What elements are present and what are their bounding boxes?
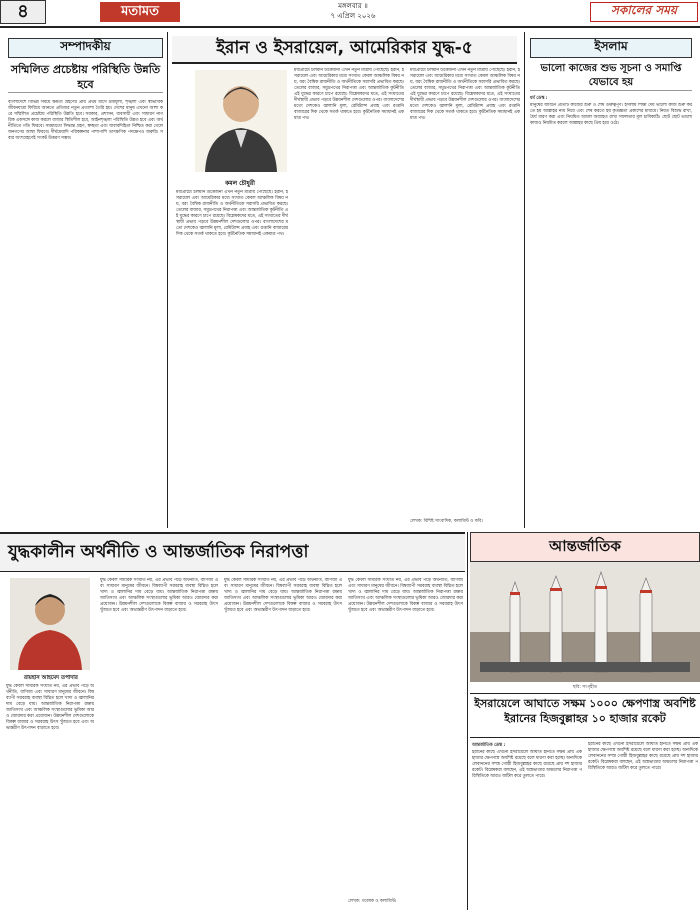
war-headline: যুদ্ধকালীন অর্থনীতি ও আন্তর্জাতিক নিরাপত্তা bbox=[0, 532, 465, 572]
date: ৭ এপ্রিল ২০২৬ bbox=[330, 12, 376, 20]
column-rule bbox=[524, 32, 525, 528]
main-body-col2: মধ্যপ্রাচ্যে চলমান উত্তেজনা এখন নতুন মাত্রায় পৌঁছেছে। ইরান, ইসরায়েল এবং আমেরিকার মধ্যে সংঘাত কেবল আঞ্চলিক বিষয় নয়, বরং বৈশ্বিক রাজনীতি ও অর্থনীতিকে সরাসরি প্রভাবিত করছে। তেলের বাজার, সমুদ্রপথের নিরাপত্তা এবং আন্তর্জাতিক কূটনীতি এই যুদ্ধের কারণে চাপে রয়েছে। বিশ্লেষকদের মতে, এই সংঘাতের দীর্ঘস্থায়ী প্রভাব পড়বে উন্নয়নশীল দেশগুলোর ওপর। বাংলাদেশের মতো দেশকেও জ্বালানি মূল্য, রেমিট্যান্স প্রবাহ এবং রপ্তানি বাজারের দিক থেকে সতর্ক থাকতে হবে। কূটনৈতিক সমাধানই একমাত্র পথ। bbox=[294, 68, 404, 121]
main-footer: লেখক: বিশিষ্ট সাংবাদিক, কলামিস্ট ও কবি। bbox=[410, 519, 483, 524]
photo-caption: ছবি: সংগৃহীত bbox=[572, 685, 598, 690]
page-number: ৪ bbox=[0, 0, 46, 24]
masthead-rule bbox=[0, 26, 700, 28]
international-kicker: আন্তর্জাতিক ডেস্ক : bbox=[472, 743, 506, 748]
dateline bbox=[278, 1, 428, 21]
war-footer: লেখক: গবেষক ও কলামিস্ট। bbox=[348, 899, 397, 904]
missile-photo bbox=[470, 562, 700, 682]
column-rule bbox=[167, 32, 168, 528]
war-body-col2: যুদ্ধ কেবল সামরিক সংঘাত নয়, এর প্রভাব পড়ে অর্থনীতি, বাণিজ্য এবং সাধারণ মানুষের জীবনে। বিশ্বব্যাপী সরবরাহ ব্যবস্থা বিঘ্নিত হলে খাদ্য ও জ্বালানির দাম বেড়ে যায়। আন্তর্জাতিক নিরাপত্তা রক্ষায় জাতিসংঘ এবং আঞ্চলিক সংস্থাগুলোর ভূমিকা আরও জোরদার করা প্রয়োজন। উন্নয়নশীল দেশগুলোকে বিকল্প বাজার ও সরবরাহ উৎস খুঁজতে হবে এবং অভ্যন্তরীণ উৎপাদন বাড়াতে হবে। bbox=[100, 578, 218, 613]
main-body-col1: মধ্যপ্রাচ্যে চলমান উত্তেজনা এখন নতুন মাত্রায় পৌঁছেছে। ইরান, ইসরায়েল এবং আমেরিকার মধ্যে সংঘাত কেবল আঞ্চলিক বিষয় নয়, বরং বৈশ্বিক রাজনীতি ও অর্থনীতিকে সরাসরি প্রভাবিত করছে। তেলের বাজার, সমুদ্রপথের নিরাপত্তা এবং আন্তর্জাতিক কূটনীতি এই যুদ্ধের কারণে চাপে রয়েছে। বিশ্লেষকদের মতে, এই সংঘাতের দীর্ঘস্থায়ী প্রভাব পড়বে উন্নয়নশীল দেশগুলোর ওপর। বাংলাদেশের মতো দেশকেও জ্বালানি মূল্য, রেমিট্যান্স প্রবাহ এবং রপ্তানি বাজারের দিক থেকে সতর্ক থাকতে হবে। কূটনৈতিক সমাধানই একমাত্র পথ। bbox=[176, 190, 288, 237]
editorial-body: বাংলাদেশে বিভিন্ন সময়ে ক্ষমতা গ্রহণের প্রায় প্রথম মাসে দ্রব্যমূল্য, শৃঙ্খলা এবং স্বাভাবিক জীবনযাত্রা ফিরিয়ে আনতে প্রতিবার নতুন প্রত্যাশা তৈরি হয়। দেশের মানুষ এখনো আশা করে সম্মিলিত প্রচেষ্টায় পরিস্থিতি উন্নতি হবে। সরকার, প্রশাসন, ব্যবসায়ী এবং সাধারণ নাগরিক একসঙ্গে কাজ করলে বাজার স্থিতিশীল হবে, আইনশৃঙ্খলা পরিস্থিতি উন্নত হবে এবং অর্থনীতিতে গতি ফিরবে। সময়মতো সিদ্ধান্ত গ্রহণ, স্বচ্ছতা এবং জবাবদিহিতা নিশ্চিত করা গেলে জনগণের আস্থা ফিরবে। দীর্ঘমেয়াদি পরিকল্পনার পাশাপাশি তাৎক্ষণিক পদক্ষেপও জরুরি। সবার অংশগ্রহণেই সংকট উত্তরণ সম্ভব। bbox=[8, 100, 163, 141]
main-author: কমল চৌধুরী bbox=[225, 180, 255, 187]
weekday: মঙ্গলবার ॥ bbox=[338, 2, 368, 10]
author-photo bbox=[10, 578, 90, 670]
section-tag: মতামত bbox=[100, 2, 180, 22]
islam-body: মানুষের জীবনে প্রতিটি কাজের শুরু ও শেষ গুরুত্বপূর্ণ। ইসলাম শিক্ষা দেয় ভালো কাজ শুরু করতে হয় আল্লাহর নাম নিয়ে এবং শেষ করতে হয় কৃতজ্ঞতা প্রকাশের মাধ্যমে। নিয়ত বিশুদ্ধ রাখা, ধৈর্য ধারণ করা এবং নিয়মিত আমল অব্যাহত রাখা সফলতার মূল চাবিকাঠি। ছোট ছোট ভালো কাজও নিয়মিত করলে আল্লাহর কাছে প্রিয় হয়ে ওঠে। bbox=[530, 103, 692, 126]
islam-title: ভালো কাজের শুভ সূচনা ও সমাপ্তি যেভাবে হয় bbox=[530, 62, 692, 91]
international-body-col2: ইরানের কাছে এখনো ইসরায়েলে আঘাত হানতে সক্ষম প্রায় এক হাজার ক্ষেপণাস্ত্র অবশিষ্ট রয়েছে বলে ধারণা করা হচ্ছে। অন্যদিকে লেবাননের সশস্ত্র গোষ্ঠী হিজবুল্লাহর কাছে রয়েছে প্রায় দশ হাজার রকেট। বিশ্লেষকরা বলছেন, এই অস্ত্রভাণ্ডার অঞ্চলের নিরাপত্তা পরিস্থিতিকে আরও জটিল করে তুলতে পারে। bbox=[588, 742, 698, 771]
islam-kicker: ধর্ম ডেস্ক : bbox=[530, 96, 548, 101]
column-rule bbox=[467, 532, 468, 910]
international-heading: আন্তর্জাতিক bbox=[470, 532, 700, 562]
international-body-col1: ইরানের কাছে এখনো ইসরায়েলে আঘাত হানতে সক্ষম প্রায় এক হাজার ক্ষেপণাস্ত্র অবশিষ্ট রয়েছে বলে ধারণা করা হচ্ছে। অন্যদিকে লেবাননের সশস্ত্র গোষ্ঠী হিজবুল্লাহর কাছে রয়েছে প্রায় দশ হাজার রকেট। বিশ্লেষকরা বলছেন, এই অস্ত্রভাণ্ডার অঞ্চলের নিরাপত্তা পরিস্থিতিকে আরও জটিল করে তুলতে পারে। bbox=[472, 750, 582, 779]
islam-heading: ইসলাম bbox=[530, 38, 692, 58]
war-body-col4: যুদ্ধ কেবল সামরিক সংঘাত নয়, এর প্রভাব পড়ে অর্থনীতি, বাণিজ্য এবং সাধারণ মানুষের জীবনে। বিশ্বব্যাপী সরবরাহ ব্যবস্থা বিঘ্নিত হলে খাদ্য ও জ্বালানির দাম বেড়ে যায়। আন্তর্জাতিক নিরাপত্তা রক্ষায় জাতিসংঘ এবং আঞ্চলিক সংস্থাগুলোর ভূমিকা আরও জোরদার করা প্রয়োজন। উন্নয়নশীল দেশগুলোকে বিকল্প বাজার ও সরবরাহ উৎস খুঁজতে হবে এবং অভ্যন্তরীণ উৎপাদন বাড়াতে হবে। bbox=[348, 578, 463, 613]
war-body-col3: যুদ্ধ কেবল সামরিক সংঘাত নয়, এর প্রভাব পড়ে অর্থনীতি, বাণিজ্য এবং সাধারণ মানুষের জীবনে। বিশ্বব্যাপী সরবরাহ ব্যবস্থা বিঘ্নিত হলে খাদ্য ও জ্বালানির দাম বেড়ে যায়। আন্তর্জাতিক নিরাপত্তা রক্ষায় জাতিসংঘ এবং আঞ্চলিক সংস্থাগুলোর ভূমিকা আরও জোরদার করা প্রয়োজন। উন্নয়নশীল দেশগুলোকে বিকল্প বাজার ও সরবরাহ উৎস খুঁজতে হবে এবং অভ্যন্তরীণ উৎপাদন বাড়াতে হবে। bbox=[224, 578, 342, 613]
international-title: ইসরায়েলে আঘাতে সক্ষম ১০০০ ক্ষেপণাস্ত্র অবশিষ্ট ইরানের হিজবুল্লাহর ১০ হাজার রকেট bbox=[470, 693, 700, 738]
main-body-col3: মধ্যপ্রাচ্যে চলমান উত্তেজনা এখন নতুন মাত্রায় পৌঁছেছে। ইরান, ইসরায়েল এবং আমেরিকার মধ্যে সংঘাত কেবল আঞ্চলিক বিষয় নয়, বরং বৈশ্বিক রাজনীতি ও অর্থনীতিকে সরাসরি প্রভাবিত করছে। তেলের বাজার, সমুদ্রপথের নিরাপত্তা এবং আন্তর্জাতিক কূটনীতি এই যুদ্ধের কারণে চাপে রয়েছে। বিশ্লেষকদের মতে, এই সংঘাতের দীর্ঘস্থায়ী প্রভাব পড়বে উন্নয়নশীল দেশগুলোর ওপর। বাংলাদেশের মতো দেশকেও জ্বালানি মূল্য, রেমিট্যান্স প্রবাহ এবং রপ্তানি বাজারের দিক থেকে সতর্ক থাকতে হবে। কূটনৈতিক সমাধানই একমাত্র পথ। bbox=[410, 68, 520, 121]
editorial-title: সম্মিলিত প্রচেষ্টায় পরিস্থিতি উন্নতি হবে bbox=[8, 62, 163, 93]
editorial-heading: সম্পাদকীয় bbox=[8, 38, 163, 58]
author-photo bbox=[195, 70, 287, 172]
main-headline: ইরান ও ইসরায়েল, আমেরিকার যুদ্ধ-৫ bbox=[172, 36, 517, 64]
war-body-col1: যুদ্ধ কেবল সামরিক সংঘাত নয়, এর প্রভাব পড়ে অর্থনীতি, বাণিজ্য এবং সাধারণ মানুষের জীবনে। বিশ্বব্যাপী সরবরাহ ব্যবস্থা বিঘ্নিত হলে খাদ্য ও জ্বালানির দাম বেড়ে যায়। আন্তর্জাতিক নিরাপত্তা রক্ষায় জাতিসংঘ এবং আঞ্চলিক সংস্থাগুলোর ভূমিকা আরও জোরদার করা প্রয়োজন। উন্নয়নশীল দেশগুলোকে বিকল্প বাজার ও সরবরাহ উৎস খুঁজতে হবে এবং অভ্যন্তরীণ উৎপাদন বাড়াতে হবে। bbox=[6, 684, 94, 731]
war-author: রায়হান আহমেদ তপাদার bbox=[24, 675, 78, 681]
newspaper-logo: সকালের সময় bbox=[590, 2, 698, 22]
